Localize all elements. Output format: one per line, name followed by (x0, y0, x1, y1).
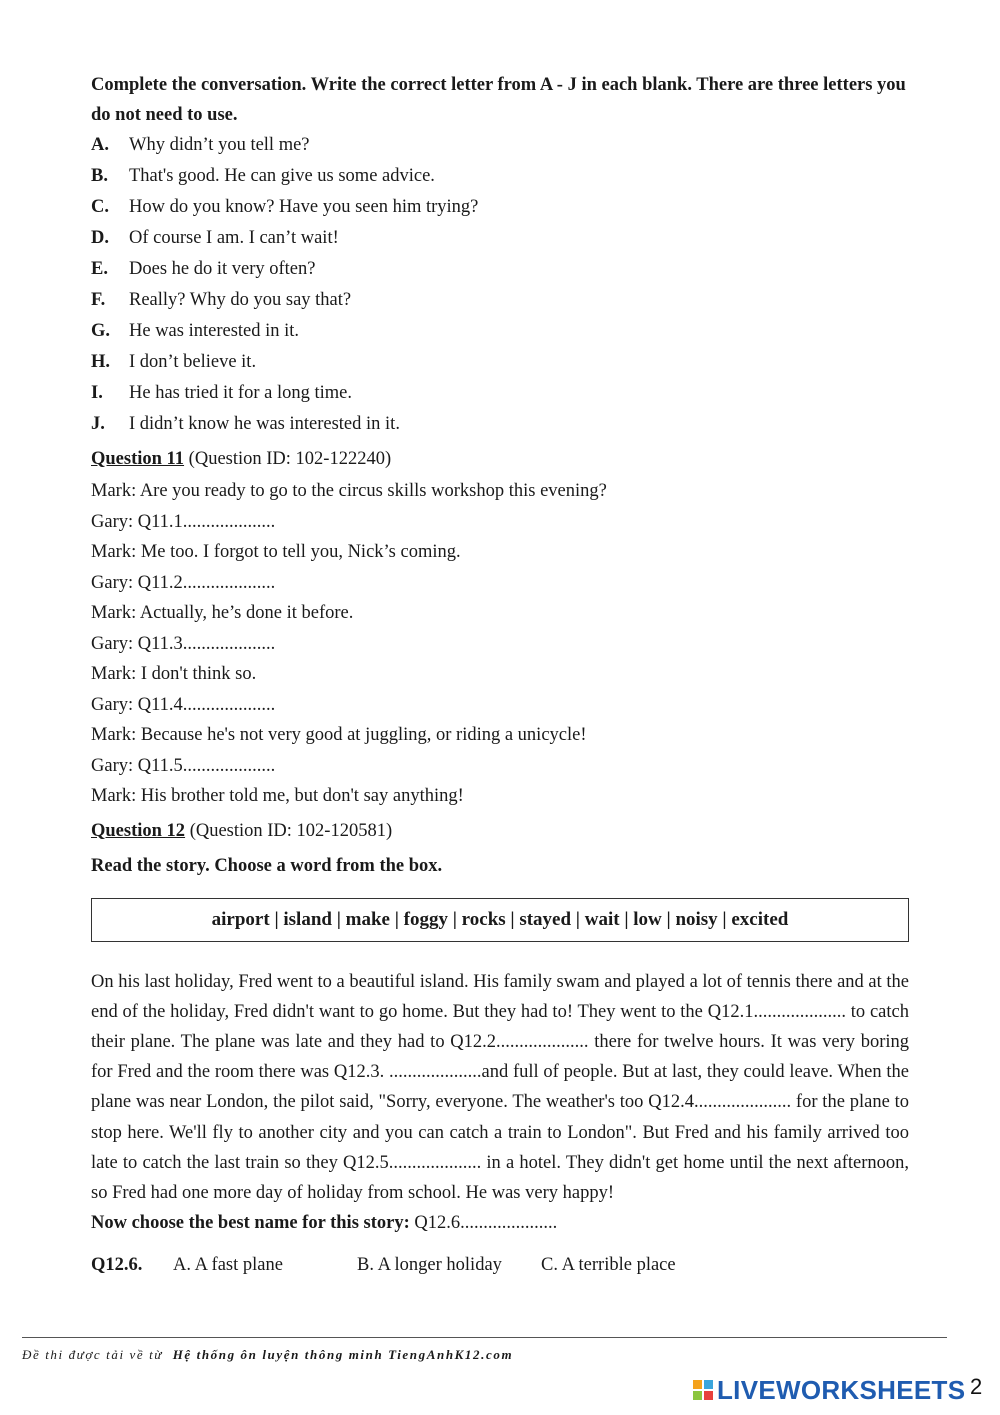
liveworksheets-logo[interactable] (693, 1376, 965, 1404)
option-text: He was interested in it. (129, 321, 300, 341)
option-letter: C. (91, 197, 109, 217)
footer-source (22, 1347, 513, 1363)
footer-prefix: Đề thi được tải về từ (22, 1347, 163, 1362)
best-name-label: Now choose the best name for this story: (91, 1213, 410, 1234)
dialogue-line: Mark: Are you ready to go to the circus skills workshop this evening? (91, 481, 607, 501)
logo-grid-icon (693, 1380, 713, 1400)
option-letter: G. (91, 321, 111, 341)
option-text: Really? Why do you say that? (129, 290, 352, 310)
option-letter: D. (91, 228, 109, 248)
dialogue-blank-line[interactable]: Gary: Q11.2.................... (91, 572, 276, 593)
best-name-blank[interactable]: Q12.6..................... (414, 1213, 558, 1234)
dialogue-line: Mark: I don't think so. (91, 664, 257, 684)
question-id: (Question ID: 102-122240) (188, 449, 392, 469)
option-text: Why didn’t you tell me? (129, 135, 310, 155)
option-letter: H. (91, 352, 111, 372)
dialogue-blank-line[interactable]: Gary: Q11.1.................... (91, 511, 276, 532)
q12-6-option-c[interactable]: C. A terrible place (541, 1255, 676, 1276)
logo-square (693, 1391, 702, 1400)
question-title: Question 12 (91, 820, 186, 841)
option-letter: J. (91, 414, 105, 434)
option-text: I don’t believe it. (129, 352, 257, 372)
option-item (91, 285, 909, 316)
option-item (91, 316, 909, 347)
option-text: How do you know? Have you seen him trying? (129, 197, 479, 217)
option-text: Of course I am. I can’t wait! (129, 228, 339, 248)
question-12-heading (91, 814, 909, 848)
footer-source-name: Hệ thống ôn luyện thông minh TiengAnhK12.com (172, 1347, 514, 1362)
q12-6-label: Q12.6. (91, 1255, 143, 1276)
option-letter: A. (91, 135, 109, 155)
question-id: (Question ID: 102-120581) (189, 820, 393, 841)
q12-6-option-a[interactable]: A. A fast plane (173, 1255, 283, 1276)
dialogue-line: Mark: Actually, he’s done it before. (91, 603, 354, 623)
dialogue (91, 476, 909, 812)
option-letter: B. (91, 166, 108, 186)
option-item (91, 223, 909, 254)
word-box: airport | island | make | foggy | rocks | stayed | wait | low | noisy | excited (91, 898, 909, 942)
q12-6-options (91, 1250, 909, 1280)
option-text: I didn’t know he was interested in it. (129, 414, 400, 434)
option-text: That's good. He can give us some advice. (129, 166, 435, 186)
option-letter: E. (91, 259, 108, 279)
dialogue-blank-line[interactable]: Gary: Q11.5.................... (91, 755, 276, 776)
option-item (91, 254, 909, 285)
dialogue-blank-line[interactable]: Gary: Q11.4.................... (91, 694, 276, 715)
question-11-heading (91, 442, 909, 476)
logo-square (704, 1391, 713, 1400)
option-text: He has tried it for a long time. (129, 383, 352, 403)
option-letter: F. (91, 290, 106, 310)
best-name-line (91, 1208, 909, 1238)
logo-text: LIVEWORKSHEETS (717, 1374, 966, 1405)
option-item (91, 378, 909, 409)
option-item (91, 192, 909, 223)
story-paragraph: On his last holiday, Fred went to a beautiful island. His family swam and played a lot of tennis there and at the end of the holiday, Fred didn't want to go home. But they had to! They went to the Q12.1.................... to catch their plane. The plane was late and they had to Q12.2.................... there for twelve hours. It was very boring for Fred and the room there was Q12.3. ....................and full of people. But at last, they could leave. When the plane was near London, the pilot said, "Sorry, everyone. The weather's too Q12.4..................... for the plane to stop here. We'll fly to another city and you can catch a train to London". But Fred and his family arrived too late to catch the last train so they Q12.5.................... in a hotel. They didn't get home until the next afternoon, so Fred had one more day of holiday from school. He was very happy! (91, 971, 909, 1203)
dialogue-line: Mark: His brother told me, but don't say anything! (91, 786, 464, 806)
footer-divider (22, 1337, 947, 1338)
option-item (91, 161, 909, 192)
worksheet-page (91, 70, 909, 1280)
logo-square (704, 1380, 713, 1389)
option-item (91, 130, 909, 161)
dialogue-line: Mark: Me too. I forgot to tell you, Nick’s coming. (91, 542, 461, 562)
options-list (91, 130, 909, 440)
option-letter: I. (91, 383, 103, 403)
dialogue-line: Mark: Because he's not very good at juggling, or riding a unicycle! (91, 725, 587, 745)
logo-square (693, 1380, 702, 1389)
option-item (91, 347, 909, 378)
page-number: 2 (970, 1374, 983, 1399)
option-item (91, 409, 909, 440)
dialogue-blank-line[interactable]: Gary: Q11.3.................... (91, 633, 276, 654)
instructions: Complete the conversation. Write the correct letter from A - J in each blank. There are three letters you do not need to use. (91, 75, 906, 125)
q12-6-option-b[interactable]: B. A longer holiday (357, 1255, 502, 1276)
option-text: Does he do it very often? (129, 259, 316, 279)
question-title: Question 11 (91, 449, 185, 469)
read-instructions: Read the story. Choose a word from the box. (91, 855, 443, 876)
